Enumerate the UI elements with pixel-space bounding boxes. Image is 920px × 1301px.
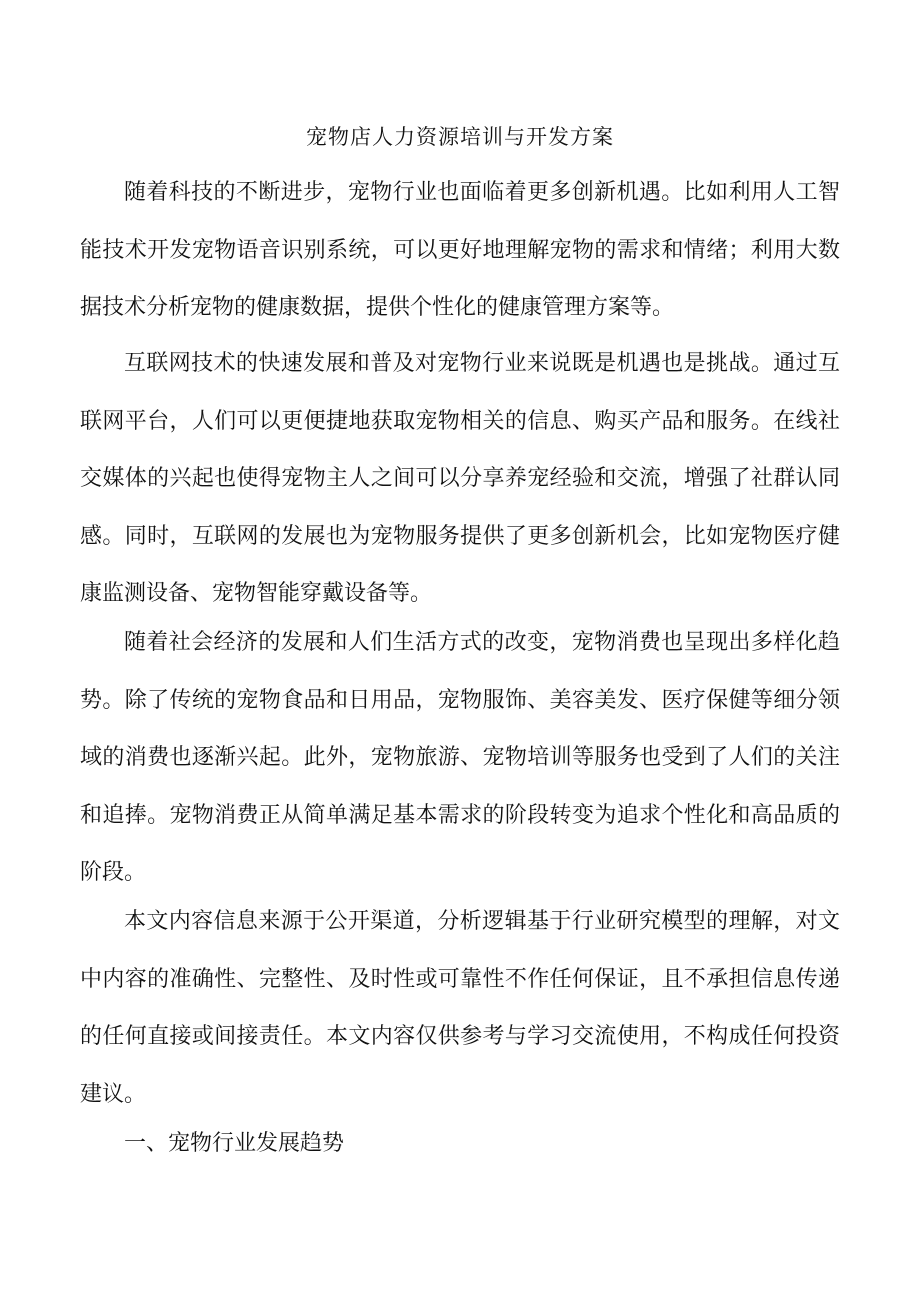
paragraph-disclaimer: 本文内容信息来源于公开渠道，分析逻辑基于行业研究模型的理解，对文中内容的准确性、完整性、及时性或可靠性不作任何保证，且不承担信息传递的任何直接或间接责任。本文内容仅供参考与学习交流使用，不构成任何投资建议。: [80, 909, 840, 1107]
paragraph-technology: 随着科技的不断进步，宠物行业也面临着更多创新机遇。比如利用人工智能技术开发宠物语音识别系统，可以更好地理解宠物的需求和情绪；利用大数据技术分析宠物的健康数据，提供个性化的健康管理方案等。: [80, 180, 840, 320]
paragraph-consumption: 随着社会经济的发展和人们生活方式的改变，宠物消费也呈现出多样化趋势。除了传统的宠物食品和日用品，宠物服饰、美容美发、医疗保健等细分领域的消费也逐渐兴起。此外，宠物旅游、宠物培训等服务也受到了人们的关注和追捧。宠物消费正从简单满足基本需求的阶段转变为追求个性化和高品质的阶段。: [80, 630, 840, 885]
paragraph-internet: 互联网技术的快速发展和普及对宠物行业来说既是机遇也是挑战。通过互联网平台，人们可以更便捷地获取宠物相关的信息、购买产品和服务。在线社交媒体的兴起也使得宠物主人之间可以分享养宠经验和交流，增强了社群认同感。同时，互联网的发展也为宠物服务提供了更多创新机会，比如宠物医疗健康监测设备、宠物智能穿戴设备等。: [80, 351, 840, 606]
section-heading: 一、宠物行业发展趋势: [124, 1131, 345, 1156]
document-title: 宠物店人力资源培训与开发方案: [306, 125, 614, 149]
